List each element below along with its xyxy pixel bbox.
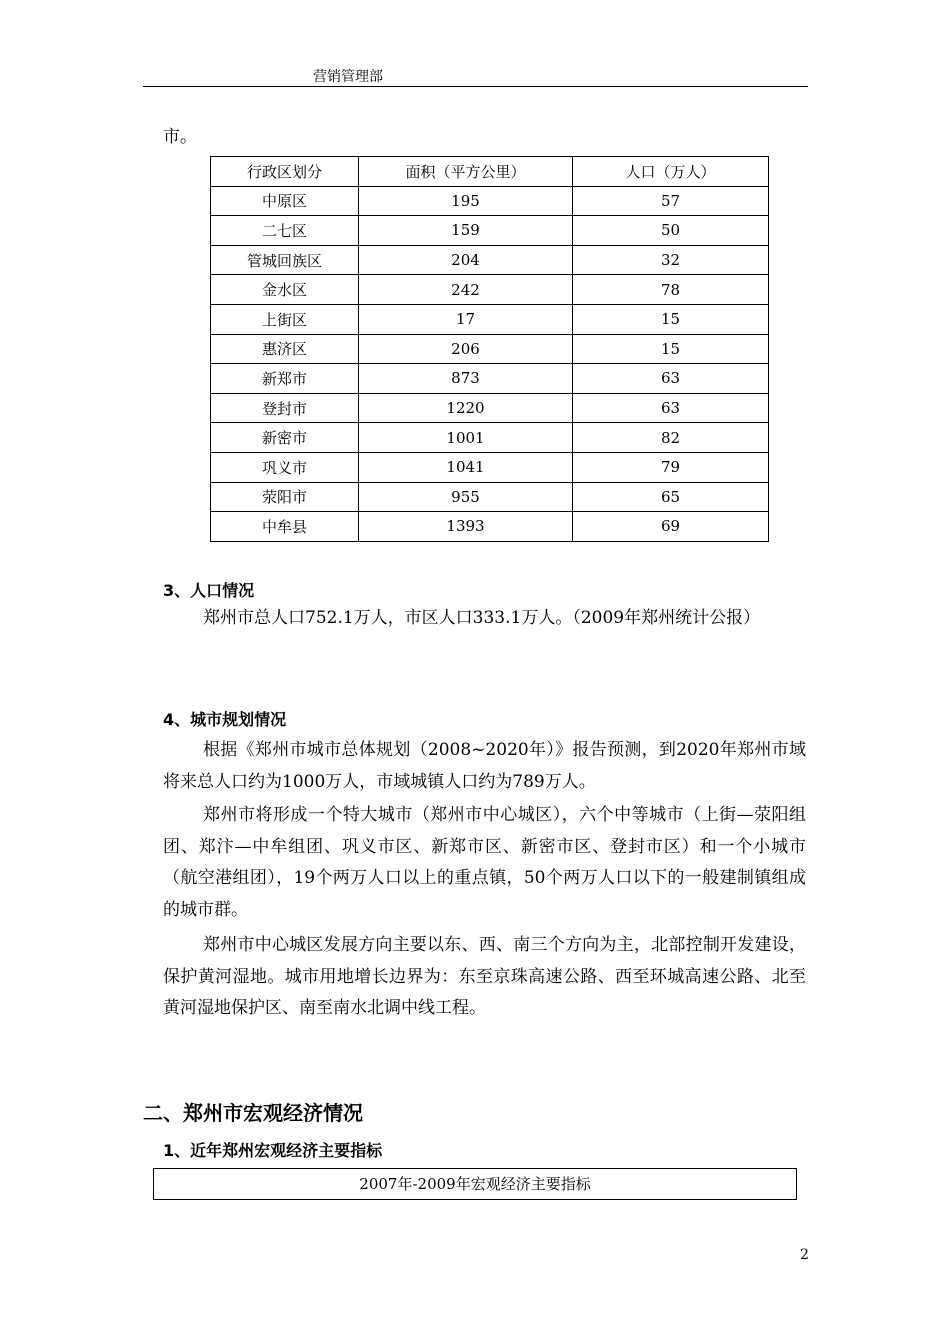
part-2-heading: 二、郑州市宏观经济情况 — [143, 1101, 363, 1125]
population-cell: 82 — [573, 423, 769, 453]
table-row — [211, 482, 769, 512]
table-caption: 2007年-2009年宏观经济主要指标 — [153, 1168, 797, 1200]
area-cell: 873 — [359, 364, 573, 394]
area-cell: 17 — [359, 304, 573, 334]
part-2-subheading: 1、近年郑州宏观经济主要指标 — [163, 1141, 383, 1160]
intro-fragment: 市。 — [163, 127, 197, 147]
district-cell: 中原区 — [211, 186, 359, 216]
area-cell: 1041 — [359, 452, 573, 482]
population-cell: 15 — [573, 334, 769, 364]
table-row — [211, 275, 769, 305]
population-cell: 79 — [573, 452, 769, 482]
page-number: 2 — [800, 1247, 809, 1263]
table-row — [211, 245, 769, 275]
population-cell: 78 — [573, 275, 769, 305]
district-cell: 巩义市 — [211, 452, 359, 482]
column-header: 人口（万人） — [573, 157, 769, 187]
district-cell: 金水区 — [211, 275, 359, 305]
population-cell: 50 — [573, 216, 769, 246]
section-4-paragraph-3: 郑州市中心城区发展方向主要以东、西、南三个方向为主，北部控制开发建设，保护黄河湿地。城市用地增长边界为：东至京珠高速公路、西至环城高速公路、北至黄河湿地保护区、南至南水北调中线工程。 — [163, 935, 806, 1019]
district-cell: 中牟县 — [211, 512, 359, 542]
section-3-heading: 3、人口情况 — [163, 581, 255, 600]
district-cell: 上街区 — [211, 304, 359, 334]
section-4-paragraph-2: 郑州市将形成一个特大城市（郑州市中心城区），六个中等城市（上街—荥阳组团、郑汴—中牟组团、巩义市区、新郑市区、新密市区、登封市区）和一个小城市（航空港组团），19个两万人口以上的重点镇，50个两万人口以下的一般建制镇组成的城市群。 — [163, 805, 806, 921]
table-header-row — [211, 157, 769, 187]
table-row — [211, 423, 769, 453]
section-3-paragraph: 郑州市总人口752.1万人，市区人口333.1万人。（2009年郑州统计公报） — [203, 608, 761, 628]
table-row — [211, 364, 769, 394]
population-cell: 63 — [573, 393, 769, 423]
table-row — [211, 512, 769, 542]
district-cell: 荥阳市 — [211, 482, 359, 512]
admin-division-table — [210, 156, 769, 542]
district-cell: 二七区 — [211, 216, 359, 246]
table-row — [211, 452, 769, 482]
population-cell: 69 — [573, 512, 769, 542]
table-row — [211, 186, 769, 216]
area-cell: 159 — [359, 216, 573, 246]
header-divider — [143, 86, 808, 87]
population-cell: 15 — [573, 304, 769, 334]
population-cell: 65 — [573, 482, 769, 512]
population-cell: 32 — [573, 245, 769, 275]
district-cell: 登封市 — [211, 393, 359, 423]
area-cell: 1220 — [359, 393, 573, 423]
area-cell: 1393 — [359, 512, 573, 542]
area-cell: 1001 — [359, 423, 573, 453]
area-cell: 206 — [359, 334, 573, 364]
section-4-paragraph-1: 根据《郑州市城市总体规划（2008~2020年）》报告预测，到2020年郑州市域将来总人口约为1000万人，市域城镇人口约为789万人。 — [163, 740, 806, 792]
column-header: 面积（平方公里） — [359, 157, 573, 187]
table-row — [211, 216, 769, 246]
district-cell: 新郑市 — [211, 364, 359, 394]
district-cell: 管城回族区 — [211, 245, 359, 275]
table-row — [211, 304, 769, 334]
area-cell: 195 — [359, 186, 573, 216]
section-4-heading: 4、城市规划情况 — [163, 710, 287, 729]
population-cell: 57 — [573, 186, 769, 216]
area-cell: 242 — [359, 275, 573, 305]
district-cell: 新密市 — [211, 423, 359, 453]
table-row — [211, 393, 769, 423]
column-header: 行政区划分 — [211, 157, 359, 187]
area-cell: 955 — [359, 482, 573, 512]
population-cell: 63 — [573, 364, 769, 394]
table-row — [211, 334, 769, 364]
page-header-title: 营销管理部 — [313, 69, 383, 85]
area-cell: 204 — [359, 245, 573, 275]
district-cell: 惠济区 — [211, 334, 359, 364]
